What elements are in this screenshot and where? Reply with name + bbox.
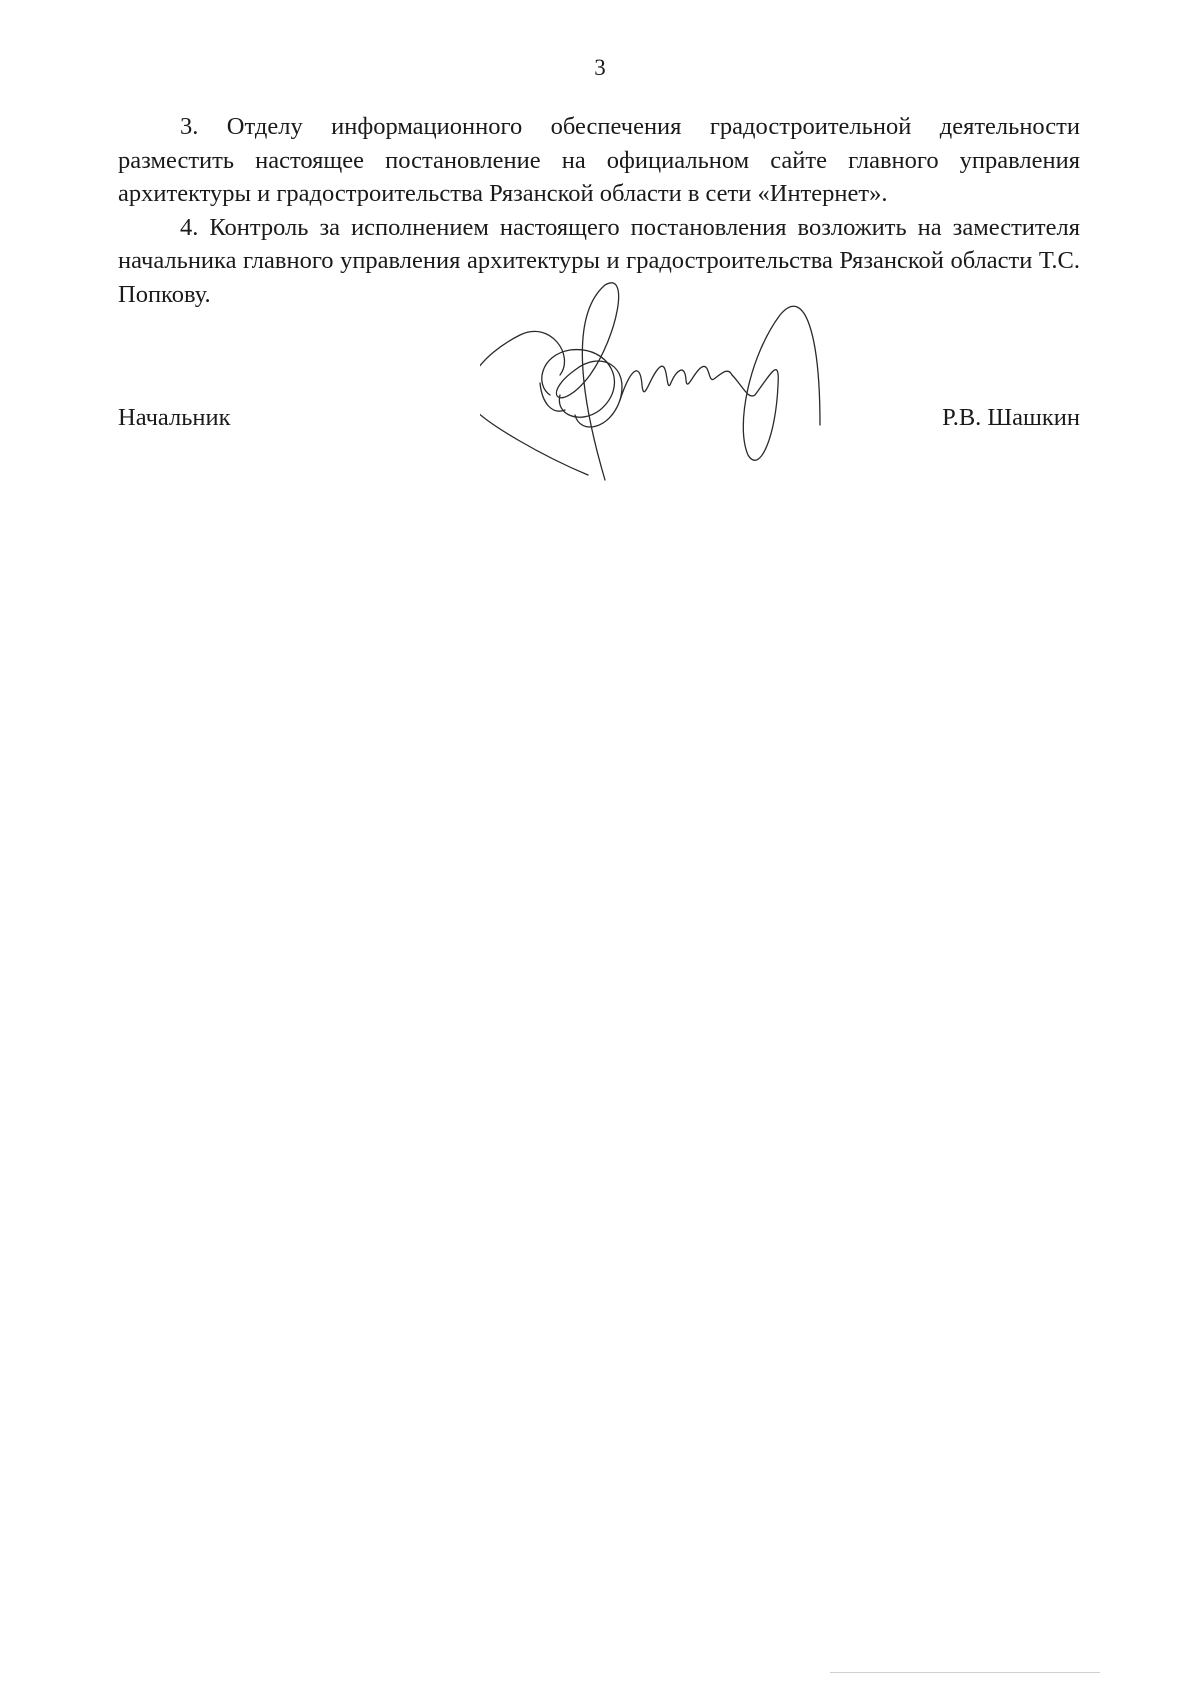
- footer-divider: [830, 1672, 1100, 1673]
- position-title: Начальник: [118, 404, 231, 431]
- paragraph-item-3: 3. Отделу информационного обеспечения градостроительной деятельности разместить настоящее постановление на официальном сайте главного управления архитектуры и градостроительства Рязанской области в сети «Интернет».: [118, 113, 1080, 207]
- handwritten-signature-icon: [480, 275, 900, 515]
- signer-name: Р.В. Шашкин: [942, 404, 1080, 431]
- page-number: 3: [594, 55, 606, 80]
- paragraph-item-4: 4. Контроль за исполнением настоящего постановления возложить на заместителя начальника главного управления архитектуры и градостроительства Рязанской области Т.С. Попкову.: [118, 213, 1080, 308]
- signature-block: [118, 401, 1080, 435]
